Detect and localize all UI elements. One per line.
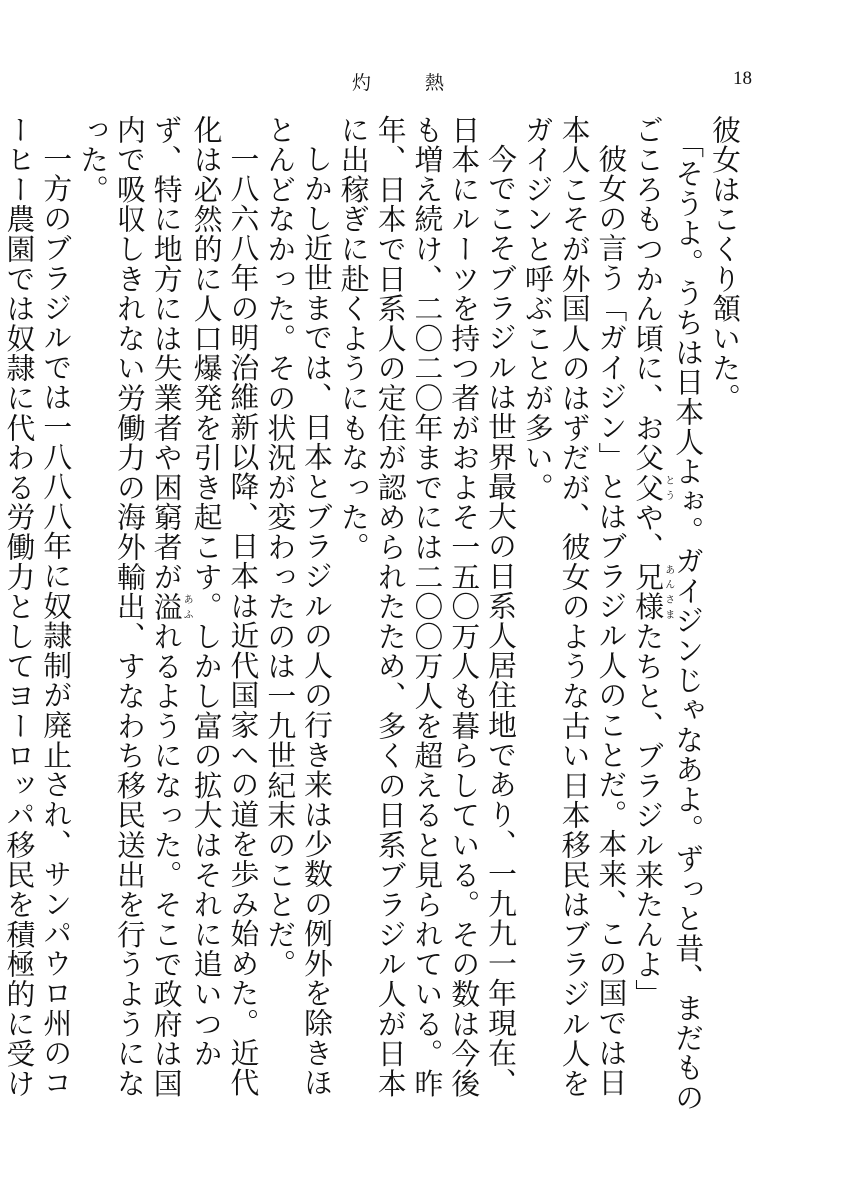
ruby-base: 兄様: [631, 562, 666, 622]
ruby-text: [149, 591, 193, 622]
paragraph-fragment: 「そうよ。うちは日本人よぉ。ガイジンじゃなあよ。ずっと昔、まだものごころもつかん頃に、お父: [631, 115, 706, 1113]
paragraph: 彼女の言う「ガイジン」とはブラジル人のことだ。本来、この国では日本人こそが外国人のはずだが、彼女のような古い日本移民はブラジル人をガイジンと呼ぶことが多い。: [520, 115, 629, 1099]
paragraph-quote: [629, 115, 706, 1120]
ruby-reading: あんさま: [662, 562, 674, 622]
paragraph-fragment: や、: [631, 502, 666, 563]
paragraph-fragment: 一八六八年の明治維新以降、日本は近代国家への道を歩み始めた。近代化は必然的に人口爆発を引き起こす。しかし富の拡大はそれに追いつかず、特に地方には失業者や困窮者が: [149, 115, 261, 1098]
ruby-base: 父: [631, 472, 666, 503]
paragraph: 今でこそブラジルは世界最大の日系人居住地であり、一九九一年現在、日本にルーツを持つ者がおよそ一五〇万人も暮らしている。その数は今後も増え続け、二〇二〇年までには二〇〇万人を超えると見られている。昨年、日本で日系人の定住が認められたため、多くの日系ブラジル人が日本に出稼ぎに赴くようにもなった。: [336, 115, 519, 1099]
page-number: 18: [733, 68, 752, 89]
ruby-reading: とう: [662, 472, 674, 503]
running-header-title: 灼熱: [352, 72, 499, 94]
paragraph: [74, 115, 261, 1120]
ruby-text: [631, 472, 674, 503]
paragraph-fragment: たちと、ブラジル来たんよ」: [631, 621, 666, 1010]
ruby-text: [631, 562, 674, 622]
ruby-reading: あふ: [181, 591, 193, 622]
paragraph: 一方のブラジルでは一八八八年に奴隷制が廃止され、サンパウロ州のコーヒー農園では奴隷に代わる労働力としてヨーロッパ移民を積極的に受け: [2, 115, 74, 1099]
paragraph: しかし近世までは、日本とブラジルの人の行き来は少数の例外を除きほとんどなかった。その状況が変わったのは一九世紀末のことだ。: [263, 115, 335, 1098]
body-text: [2, 115, 743, 1120]
paragraph-fragment: れるようになった。そこで政府は国内で吸収しきれない労働力の海外輸出、すなわち移民送出を行うようになった。: [76, 115, 184, 1099]
paragraph: 彼女はこくり頷いた。: [708, 115, 742, 413]
ruby-base: 溢: [149, 591, 184, 622]
